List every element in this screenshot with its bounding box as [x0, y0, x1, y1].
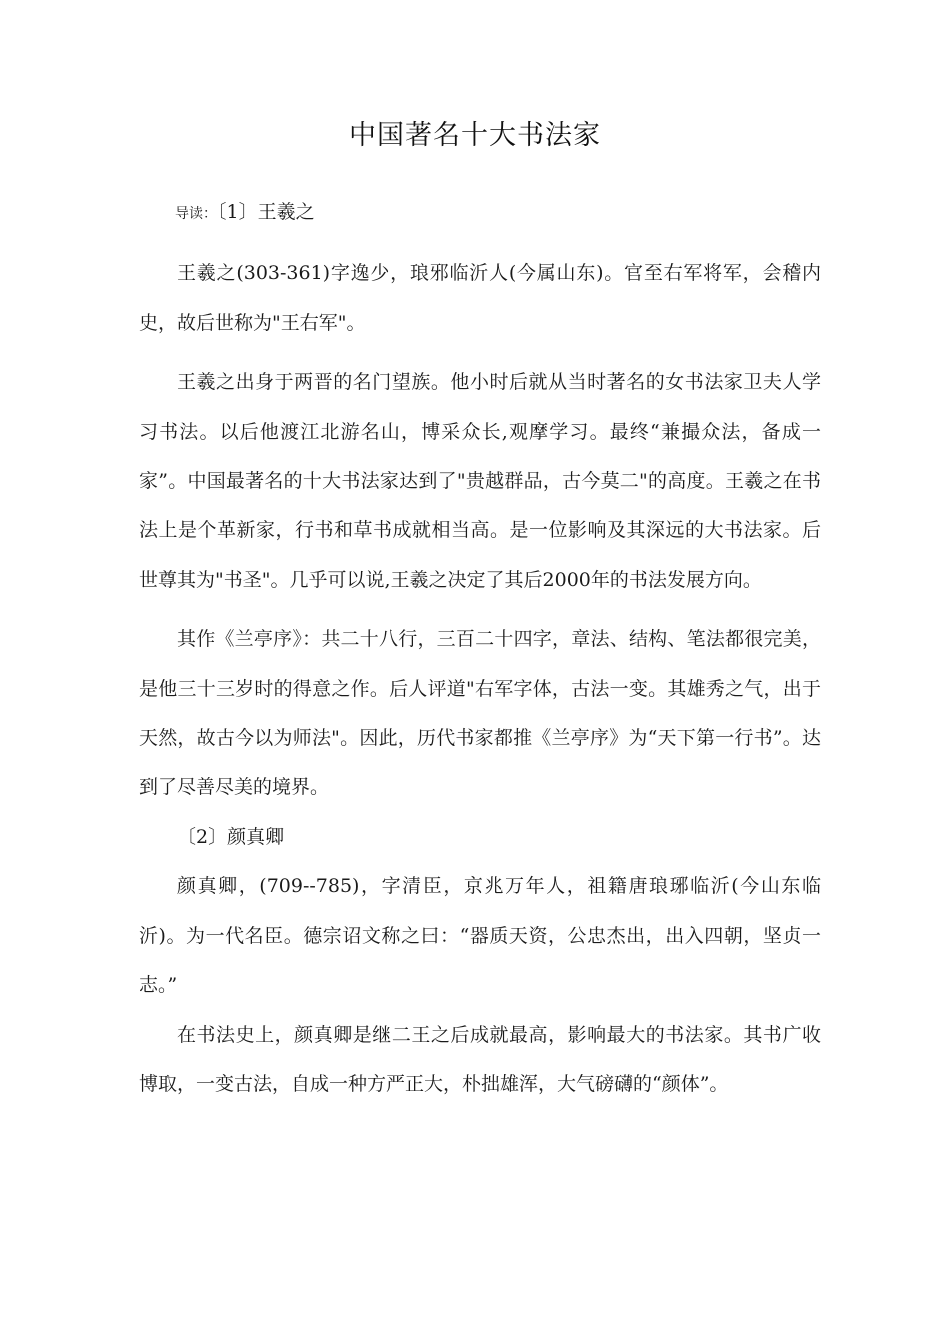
- section-1-heading: 〔1〕王羲之: [217, 201, 315, 223]
- paragraph: 在书法史上，颜真卿是继二王之后成就最高，影响最大的书法家。其书广收博取，一变古法，自成一种方严正大，朴拙雄浑，大气磅礴的“颜体”。: [139, 1023, 821, 1095]
- paragraph: 王羲之出身于两晋的名门望族。他小时后就从当时著名的女书法家卫夫人学习书法。以后他渡江北游名山，博采众长,观摩学习。最终“兼撮众法，备成一家”。中国最著名的十大书法家达到了"贵越群品，古今莫二"的高度。王羲之在书法上是个革新家，行书和草书成就相当高。是一位影响及其深远的大书法家。后世尊其为"书圣"。几乎可以说,王羲之决定了其后2000年的书法发展方向。: [139, 371, 821, 591]
- lead-line: [139, 188, 821, 239]
- section-2-heading: 〔2〕颜真卿: [177, 825, 285, 848]
- document-body: [139, 188, 821, 1109]
- paragraph: 王羲之(303-361)字逸少，琅邪临沂人(今属山东)。官至右军将军，会稽内史，故后世称为"王右军"。: [139, 262, 821, 334]
- document-title: 中国著名十大书法家: [349, 120, 601, 151]
- paragraph: 颜真卿，(709--785)，字清臣，京兆万年人，祖籍唐琅琊临沂(今山东临沂)。为一代名臣。德宗诏文称之曰：“器质天资，公忠杰出，出入四朝，坚贞一志。”: [139, 875, 821, 997]
- paragraph: 其作《兰亭序》：共二十八行，三百二十四字，章法、结构、笔法都很完美，是他三十三岁时的得意之作。后人评道"右军字体，古法一变。其雄秀之气，出于天然，故古今以为师法"。因此，历代书家都推《兰亭序》为“天下第一行书”。达到了尽善尽美的境界。: [139, 628, 821, 799]
- lead-label: 导读：: [175, 206, 217, 222]
